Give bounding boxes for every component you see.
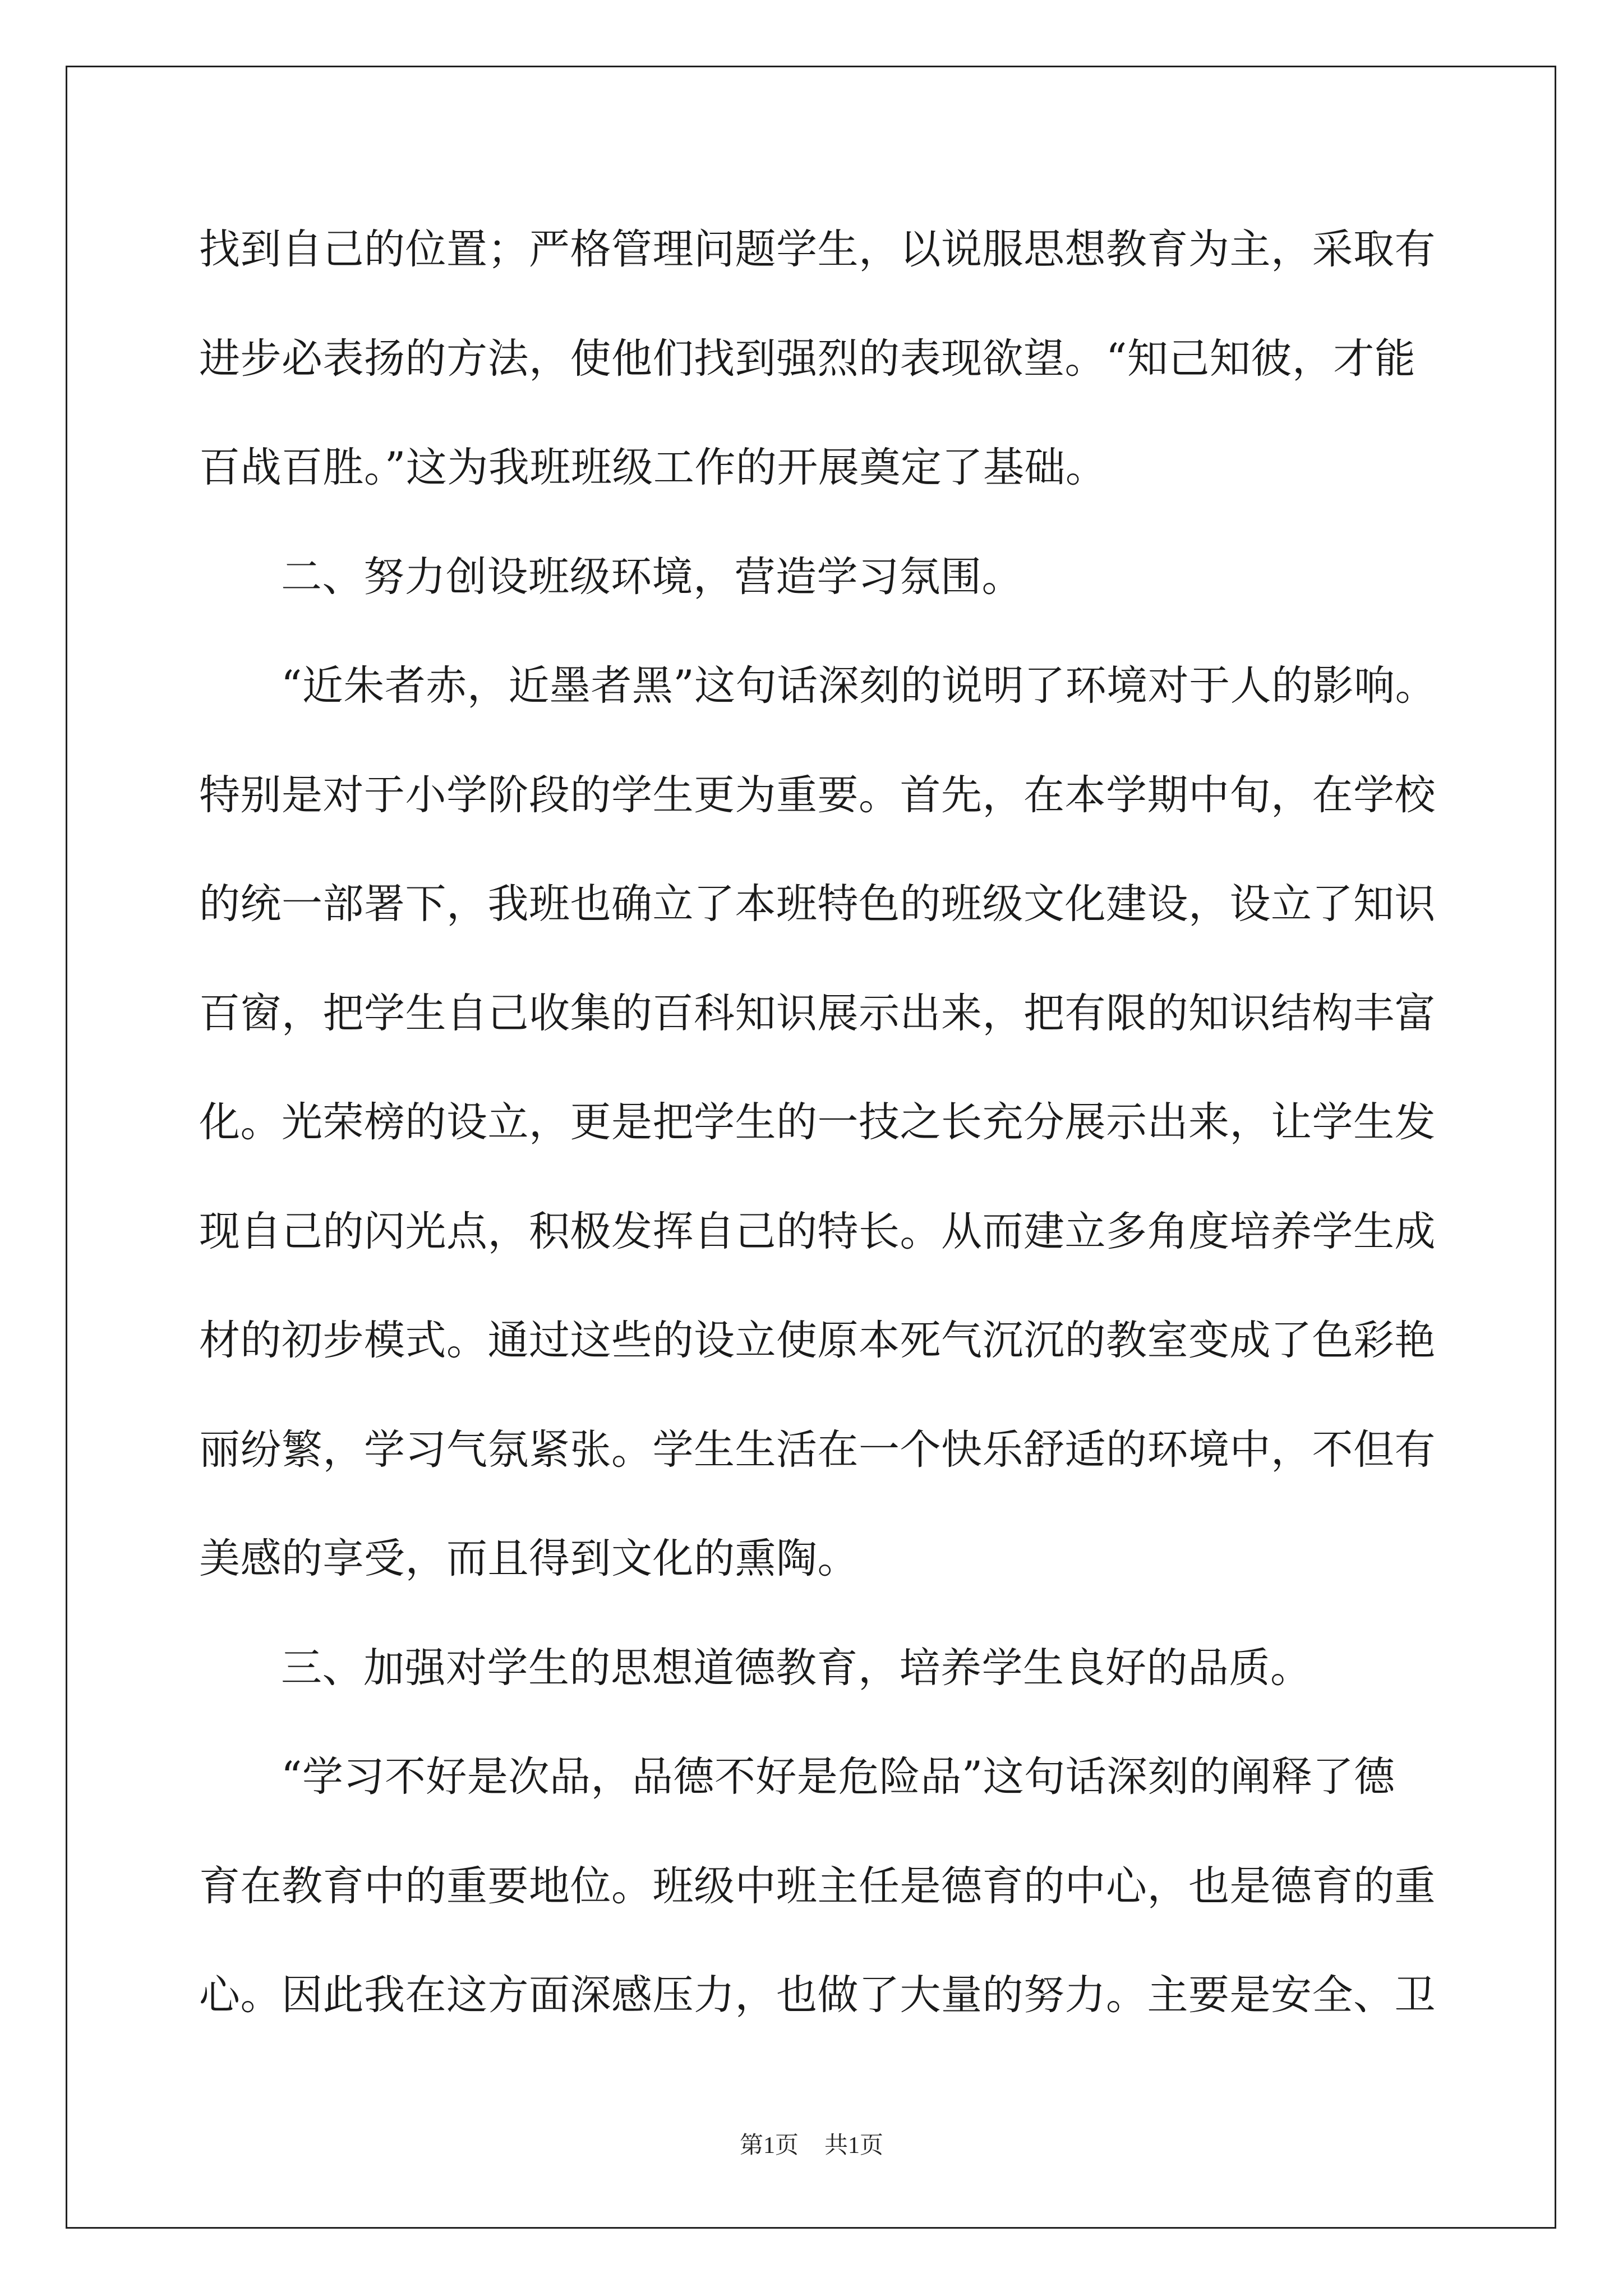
text-line: 丽纷繁，学习气氛紧张。学生生活在一个快乐舒适的环境中，不但有 [199, 1426, 1436, 1474]
text-line: 特别是对于小学阶段的学生更为重要。首先，在本学期中旬，在学校 [199, 771, 1436, 819]
text-line: “近朱者赤，近墨者黑”这句话深刻的说明了环境对于人的影响。 [281, 662, 1437, 710]
text-line: 二、努力创设班级环境，营造学习氛围。 [281, 553, 1023, 601]
text-line: “学习不好是次品，品德不好是危险品”这句话深刻的阐释了德 [281, 1753, 1395, 1801]
text-line: 的统一部署下，我班也确立了本班特色的班级文化建设，设立了知识 [199, 880, 1436, 928]
text-line: 进步必表扬的方法，使他们找到强烈的表现欲望。“知己知彼，才能 [199, 335, 1416, 383]
text-line: 找到自己的位置；严格管理问题学生，以说服思想教育为主，采取有 [199, 226, 1436, 273]
page-total: 共1页 [824, 2133, 884, 2159]
text-line: 现自己的闪光点，积极发挥自己的特长。从而建立多角度培养学生成 [199, 1208, 1436, 1255]
page-number: 第1页 [739, 2133, 799, 2159]
text-line: 百窗，把学生自己收集的百科知识展示出来，把有限的知识结构丰富 [199, 990, 1436, 1037]
page-footer [0, 2129, 1623, 2162]
text-line: 三、加强对学生的思想道德教育，培养学生良好的品质。 [281, 1644, 1312, 1692]
text-line: 材的初步模式。通过这些的设立使原本死气沉沉的教室变成了色彩艳 [199, 1317, 1436, 1364]
text-line: 化。光荣榜的设立，更是把学生的一技之长充分展示出来，让学生发 [199, 1098, 1436, 1146]
text-line: 心。因此我在这方面深感压力，也做了大量的努力。主要是安全、卫 [199, 1971, 1436, 2019]
text-line: 百战百胜。”这为我班班级工作的开展奠定了基础。 [199, 444, 1107, 491]
text-line: 美感的享受，而且得到文化的熏陶。 [199, 1535, 859, 1582]
text-line: 育在教育中的重要地位。班级中班主任是德育的中心，也是德育的重 [199, 1862, 1436, 1910]
